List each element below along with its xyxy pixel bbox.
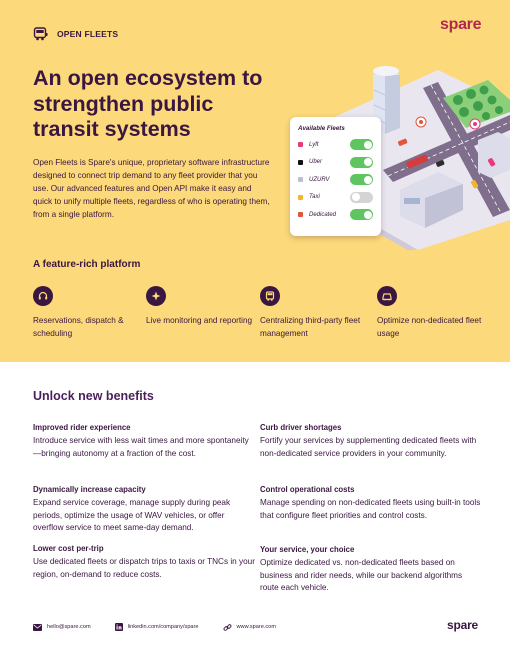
- benefit-item: [33, 485, 255, 535]
- benefit-body: Optimize dedicated vs. non-dedicated fleets based on business and rider needs, while our backend algorithms route each vehicle.: [260, 558, 463, 592]
- fleet-color-swatch: [298, 177, 303, 182]
- benefit-item: [260, 485, 482, 522]
- features-heading: A feature-rich platform: [33, 259, 141, 270]
- feature-item: [260, 286, 370, 340]
- benefits-heading: Unlock new benefits: [33, 389, 154, 403]
- footer-website[interactable]: [223, 623, 276, 632]
- benefit-heading: Improved rider experience: [33, 423, 131, 432]
- feature-label: Centralizing third-party fleet management: [260, 316, 361, 338]
- fleet-name: Lyft: [309, 141, 319, 148]
- feature-item: [33, 286, 143, 340]
- link-icon: [223, 623, 232, 632]
- fleet-row-dedicated: [298, 206, 373, 224]
- eyebrow: [33, 27, 118, 41]
- linkedin-icon: [115, 623, 123, 631]
- feature-item: [377, 286, 487, 340]
- spare-logo: spare: [440, 16, 482, 33]
- fleet-name: UZURV: [309, 176, 330, 183]
- fleet-color-swatch: [298, 160, 303, 165]
- benefit-heading: Dynamically increase capacity: [33, 485, 146, 494]
- fleet-row-uber: [298, 154, 373, 172]
- bus-icon: [260, 286, 280, 306]
- fleet-toggle-taxi[interactable]: [350, 192, 373, 203]
- benefit-body: Expand service coverage, manage supply during peak periods, optimize the usage of WAV vehicles, or offer overflow service to meet same-day demand.: [33, 498, 231, 532]
- footer-website-text[interactable]: www.spare.com: [236, 624, 276, 630]
- sparkle-icon: [146, 286, 166, 306]
- benefit-body: Fortify your services by supplementing dedicated fleets with non-dedicated service providers in your community.: [260, 436, 477, 458]
- fleet-row-lyft: [298, 136, 373, 154]
- footer-linkedin[interactable]: [115, 623, 199, 631]
- eyebrow-label: OPEN FLEETS: [57, 29, 119, 39]
- headset-icon: [33, 286, 53, 306]
- fleet-name: Uber: [309, 159, 323, 166]
- car-icon: [377, 286, 397, 306]
- benefit-body: Manage spending on non-dedicated fleets using built-in tools that configure fleet priorities and control costs.: [260, 498, 481, 520]
- benefit-heading: Your service, your choice: [260, 545, 355, 554]
- benefit-heading: Lower cost per-trip: [33, 544, 104, 553]
- fleet-toggle-uzurv[interactable]: [350, 174, 373, 185]
- fleet-row-taxi: [298, 189, 373, 207]
- mail-icon: [33, 624, 42, 631]
- fleet-name: Dedicated: [309, 211, 337, 218]
- available-fleets-card: [290, 117, 381, 236]
- fleet-name: Taxi: [309, 194, 320, 201]
- footer-email[interactable]: [33, 624, 91, 631]
- benefit-item: [260, 423, 482, 460]
- fleet-toggle-uber[interactable]: [350, 157, 373, 168]
- footer-linkedin-text[interactable]: linkedin.com/company/spare: [127, 624, 199, 630]
- benefit-body: Introduce service with less wait times and more spontaneity—bringing autonomy at a fraction of the cost.: [33, 436, 249, 458]
- benefit-item: [260, 545, 482, 595]
- feature-label: Optimize non-dedicated fleet usage: [377, 316, 482, 338]
- feature-label: Live monitoring and reporting: [146, 316, 253, 325]
- benefit-body: Use dedicated fleets or dispatch trips to taxis or TNCs in your region, on-demand to reduce costs.: [33, 557, 255, 579]
- fleet-card-title: Available Fleets: [298, 125, 345, 132]
- bus-icon: [33, 27, 48, 41]
- benefit-item: [33, 423, 255, 460]
- fleet-row-uzurv: [298, 171, 373, 189]
- spare-logo-footer: spare: [447, 618, 479, 632]
- features-list: [33, 286, 483, 346]
- footer-email-text[interactable]: hello@spare.com: [47, 624, 91, 630]
- feature-item: [146, 286, 256, 327]
- feature-label: Reservations, dispatch & scheduling: [33, 316, 124, 338]
- benefit-heading: Curb driver shortages: [260, 423, 342, 432]
- page-title: An open ecosystem to strengthen public transit systems: [33, 66, 263, 141]
- fleet-toggle-lyft[interactable]: [350, 139, 373, 150]
- footer: [33, 619, 483, 635]
- fleet-color-swatch: [298, 142, 303, 147]
- fleet-color-swatch: [298, 212, 303, 217]
- fleet-color-swatch: [298, 195, 303, 200]
- benefit-item: [33, 544, 255, 581]
- intro-paragraph: Open Fleets is Spare's unique, proprietary software infrastructure designed to connect trip demand to any fleet provider that you use. Our advanced features and Open API make it easy and quick to unify multiple fleets, regardless of who is operating them, from a single platform.: [33, 158, 270, 219]
- benefit-heading: Control operational costs: [260, 485, 355, 494]
- fleet-toggle-dedicated[interactable]: [350, 209, 373, 220]
